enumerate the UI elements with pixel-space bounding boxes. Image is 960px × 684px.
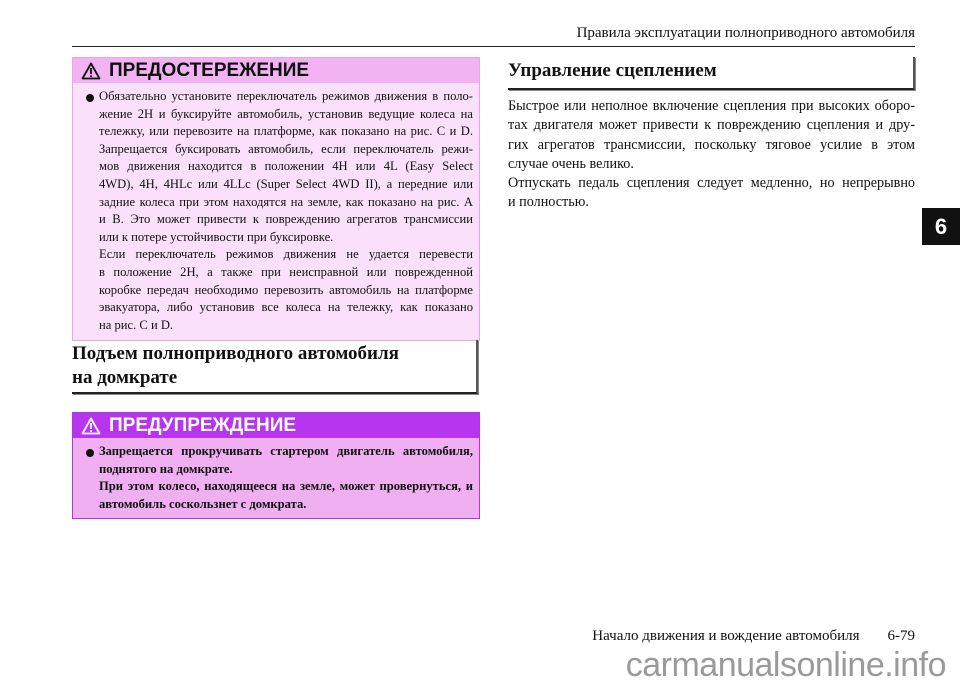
caution-title: ПРЕДОСТЕРЕЖЕНИЕ <box>109 59 310 81</box>
body-line: и полностью. <box>508 194 589 211</box>
section-heading-jacking <box>72 340 478 394</box>
body-line: тах двигателя может привести к повреждению сцепления и дру- <box>508 117 915 134</box>
warning-triangle-icon <box>81 62 101 80</box>
body-line: Быстрое или неполное включение сцепления при высоких оборо- <box>508 98 915 114</box>
warning-box <box>72 412 480 519</box>
header-divider <box>72 46 915 47</box>
warning-triangle-icon <box>81 417 101 435</box>
caution-line: жение 2H и буксируйте автомобиль, установив ведущие колеса на <box>99 106 473 121</box>
page-number: 6-79 <box>887 628 915 644</box>
caution-line: 4WD), 4H, 4HLc или 4LLc (Super Select 4WD II), а передние или <box>99 176 473 191</box>
warning-line: поднятого на домкрате. <box>99 461 233 476</box>
caution-header <box>73 58 479 83</box>
caution-line: Запрещается буксировать автомобиль, если переключатель режи- <box>99 141 473 156</box>
caution-line: и B. Это может привести к повреждению агрегатов трансмиссии <box>99 212 473 227</box>
caution-line: Если переключатель режимов движения не удается перевести <box>99 247 473 262</box>
caution-line: или к потере устойчивости при буксировке. <box>99 229 334 244</box>
caution-box <box>72 57 480 341</box>
page-footer <box>592 628 915 645</box>
caution-line: в положение 2H, а также при неисправной или поврежденной <box>99 264 473 279</box>
warning-title: ПРЕДУПРЕЖДЕНИЕ <box>109 414 297 436</box>
warning-body <box>73 438 479 518</box>
section-title-line: на домкрате <box>72 367 178 388</box>
bullet-icon <box>86 449 94 457</box>
chapter-tab[interactable]: 6 <box>922 208 960 245</box>
caution-line: задние колеса при этом находятся на земле, как показано на рис. A <box>99 194 473 209</box>
caution-line: мов движения находится в положении 4H или 4L (Easy Select <box>99 159 473 174</box>
bullet-icon <box>86 94 94 102</box>
caution-body <box>73 83 479 340</box>
body-line: Отпускать педаль сцепления следует медленно, но непрерывно <box>508 175 915 192</box>
footer-section-title: Начало движения и вождение автомобиля <box>592 628 860 644</box>
watermark: carmanualsonline.info <box>625 646 946 684</box>
page-header-title: Правила эксплуатации полноприводного автомобиля <box>576 25 915 41</box>
warning-line: При этом колесо, находящееся на земле, может провернуться, и <box>99 479 473 494</box>
clutch-body-text <box>508 97 915 213</box>
section-heading-clutch: Управление сцеплением <box>508 57 915 90</box>
warning-header <box>73 413 479 438</box>
body-line: гих агрегатов трансмиссии, поскольку тяговое усилие в этом <box>508 136 915 153</box>
caution-line: коробке передач необходимо перевозить автомобиль на платформе <box>99 282 473 297</box>
caution-line: тележку, или перевозите на платформе, как показано на рис. C и D. <box>99 124 473 139</box>
caution-line: на рис. C и D. <box>99 317 174 332</box>
section-title-line: Подъем полноприводного автомобиля <box>72 343 399 364</box>
warning-line: Запрещается прокручивать стартером двигатель автомобиля, <box>99 444 473 458</box>
caution-line: эвакуатора, либо установив все колеса на тележку, как показано <box>99 300 473 315</box>
body-line: случае очень велико. <box>508 155 634 172</box>
warning-line: автомобиль соскользнет с домкрата. <box>99 496 307 511</box>
caution-line: Обязательно установите переключатель режимов движения в поло- <box>99 89 473 103</box>
